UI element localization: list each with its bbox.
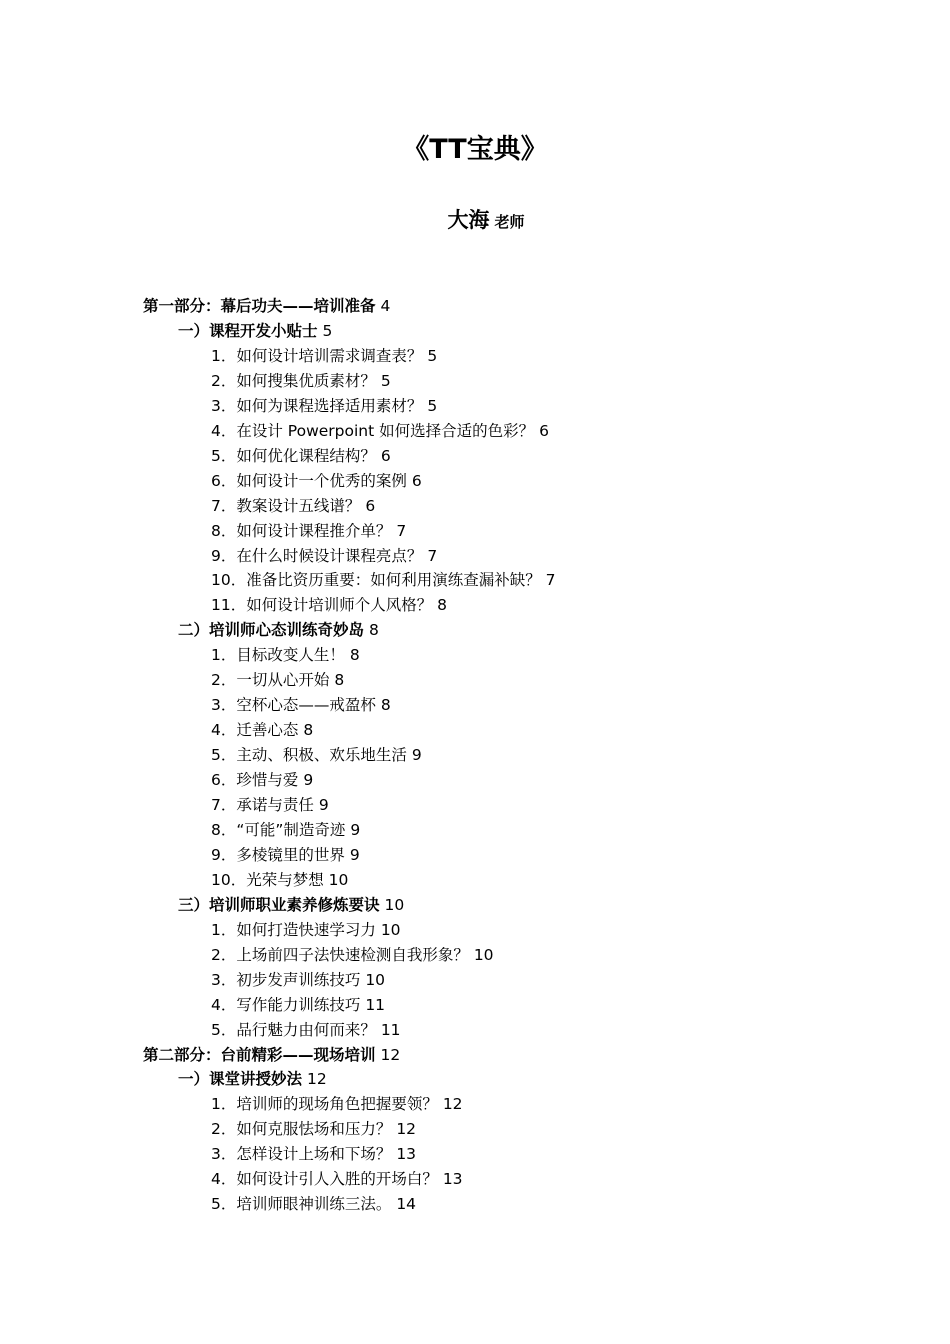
- toc-section-heading: [178, 893, 404, 918]
- toc-page-number: 9: [350, 820, 361, 839]
- toc-entry: [211, 743, 422, 768]
- toc-entry-text: 2．一切从心开始: [211, 671, 330, 690]
- toc-entry-text: 2．如何克服怯场和压力？: [211, 1120, 392, 1139]
- toc-entry-text: 10．准备比资历重要：如何利用演练查漏补缺？: [211, 571, 541, 590]
- toc-entry-text: 1．如何打造快速学习力: [211, 920, 376, 939]
- toc-page-number: 12: [306, 1070, 327, 1089]
- toc-page-number: 6: [539, 421, 549, 440]
- toc-page-number: 8: [334, 671, 345, 690]
- toc-entry: [211, 394, 437, 419]
- toc-page-number: 9: [411, 746, 422, 765]
- toc-entry-text: 2．如何搜集优质素材？: [211, 371, 376, 390]
- toc-entry-text: 8．“可能”制造奇迹: [211, 820, 346, 839]
- toc-page-number: 10: [380, 920, 401, 939]
- toc-page-number: 8: [437, 596, 448, 615]
- toc-entry: [211, 843, 360, 868]
- toc-page-number: 8: [349, 646, 360, 665]
- toc-entry: [211, 918, 401, 943]
- toc-entry-text: 第一部分：幕后功夫——培训准备: [143, 297, 376, 315]
- toc-entry-text: 一）课程开发小贴士: [178, 321, 318, 340]
- toc-entry-text: 3．怎样设计上场和下场？: [211, 1145, 392, 1164]
- toc-entry: [211, 643, 360, 668]
- toc-section-heading: [178, 618, 379, 643]
- toc-page-number: 8: [380, 696, 391, 715]
- toc-page-number: 5: [427, 346, 438, 365]
- toc-entry-text: 3．如何为课程选择适用素材？: [211, 396, 423, 415]
- toc-entry-text: 4．写作能力训练技巧: [211, 995, 361, 1014]
- toc-page-number: 10: [384, 895, 405, 914]
- toc-part-heading: [143, 1043, 400, 1068]
- toc-entry-text: 5．培训师眼神训练三法。: [211, 1195, 392, 1214]
- toc-entry-text: 11．如何设计培训师个人风格？: [211, 596, 433, 615]
- toc-entry-text: 1．如何设计培训需求调查表？: [211, 346, 423, 365]
- toc-entry: [211, 868, 348, 893]
- toc-page-number: 6: [365, 496, 376, 515]
- toc-section-heading: [178, 319, 332, 344]
- toc-entry: [211, 943, 494, 968]
- toc-entry: [211, 818, 360, 843]
- toc-page-number: 9: [318, 796, 329, 814]
- toc-page-number: 6: [411, 471, 422, 490]
- toc-entry: [211, 968, 385, 993]
- toc-page-number: 8: [303, 721, 314, 740]
- toc-page-number: 5: [427, 396, 438, 415]
- toc-entry-text: 9．在什么时候设计课程亮点？: [211, 546, 423, 565]
- toc-page-number: 12: [396, 1120, 417, 1139]
- toc-entry: [211, 469, 422, 494]
- toc-entry-text: 5．品行魅力由何而来？: [211, 1020, 376, 1039]
- toc-entry: [211, 494, 375, 519]
- author-name: 大海: [447, 208, 490, 232]
- toc-entry-text: 第二部分：台前精彩——现场培训: [143, 1045, 376, 1064]
- toc-entry: [211, 369, 391, 394]
- toc-page-number: 6: [380, 446, 391, 465]
- toc-page-number: 12: [442, 1095, 463, 1114]
- toc-entry: [211, 444, 391, 469]
- toc-entry: [211, 993, 385, 1018]
- toc-entry-text: 4．如何设计引人入胜的开场白？: [211, 1170, 438, 1189]
- toc-entry: [211, 1117, 416, 1142]
- toc-entry-text: 一）课堂讲授妙法: [178, 1070, 303, 1089]
- toc-entry-text: 7．教案设计五线谱？: [211, 496, 361, 515]
- toc-entry-text: 10．光荣与梦想: [211, 870, 324, 889]
- toc-page-number: 7: [396, 521, 407, 540]
- toc-entry: [211, 344, 437, 369]
- toc-page-number: 13: [442, 1170, 463, 1189]
- author-line: [0, 203, 950, 239]
- toc-page-number: 7: [427, 546, 438, 565]
- toc-page-number: 5: [322, 321, 333, 340]
- toc-entry-text: 4．迁善心态: [211, 721, 299, 740]
- toc-page-number: 11: [380, 1020, 401, 1039]
- toc-entry: [211, 718, 313, 743]
- toc-entry: [211, 1167, 463, 1192]
- toc-entry-text: 1．目标改变人生！: [211, 646, 345, 665]
- toc-entry-text: 6．珍惜与爱: [211, 771, 299, 790]
- toc-entry-text: 9．多棱镜里的世界: [211, 845, 345, 864]
- toc-entry-text: 7．承诺与责任: [211, 796, 314, 814]
- toc-page-number: 4: [380, 297, 391, 315]
- toc-entry: [211, 768, 313, 793]
- author-role: 老师: [494, 213, 525, 231]
- toc-entry: [211, 519, 406, 544]
- toc-entry-text: 6．如何设计一个优秀的案例: [211, 471, 407, 490]
- toc-entry-text: 三）培训师职业素养修炼要诀: [178, 895, 380, 914]
- toc-entry-text: 二）培训师心态训练奇妙岛: [178, 621, 365, 640]
- toc-entry-text: 1．培训师的现场角色把握要领？: [211, 1095, 438, 1114]
- toc-part-heading: [143, 294, 390, 319]
- toc-page-number: 14: [396, 1195, 417, 1214]
- toc-entry-text: 3．初步发声训练技巧: [211, 970, 361, 989]
- toc-entry: [211, 668, 344, 693]
- toc-entry-text: 8．如何设计课程推介单？: [211, 521, 392, 540]
- toc-page-number: 10: [473, 945, 494, 964]
- toc-page-number: 12: [380, 1045, 401, 1064]
- toc-entry-text: 3．空杯心态——戒盈杯: [211, 696, 376, 715]
- toc-entry: [211, 1092, 463, 1117]
- toc-page-number: 10: [365, 970, 386, 989]
- toc-entry-text: 5．主动、积极、欢乐地生活: [211, 746, 407, 765]
- toc-entry: [211, 593, 447, 618]
- toc-entry-text: 4．在设计 Powerpoint 如何选择合适的色彩？: [211, 421, 535, 440]
- toc-entry: [211, 693, 391, 718]
- document-title: 《TT宝典》: [402, 134, 548, 165]
- toc-page-number: 9: [303, 771, 314, 790]
- toc-page-number: 5: [380, 371, 391, 390]
- toc-section-heading: [178, 1067, 327, 1092]
- toc-entry: [211, 1192, 416, 1217]
- toc-page-number: 10: [328, 870, 349, 889]
- toc-page-number: 7: [545, 571, 556, 590]
- toc-entry: [211, 1142, 416, 1167]
- toc-entry-text: 2．上场前四子法快速检测自我形象？: [211, 945, 469, 964]
- toc-entry: [211, 793, 329, 818]
- toc-entry-text: 5．如何优化课程结构？: [211, 446, 376, 465]
- toc-entry: [211, 568, 556, 593]
- toc-page-number: 13: [396, 1145, 417, 1164]
- toc-entry: [211, 419, 549, 444]
- toc-entry: [211, 544, 437, 569]
- toc-page-number: 9: [349, 845, 360, 864]
- toc-page-number: 11: [365, 995, 386, 1014]
- toc-page-number: 8: [368, 621, 379, 640]
- toc-entry: [211, 1018, 401, 1043]
